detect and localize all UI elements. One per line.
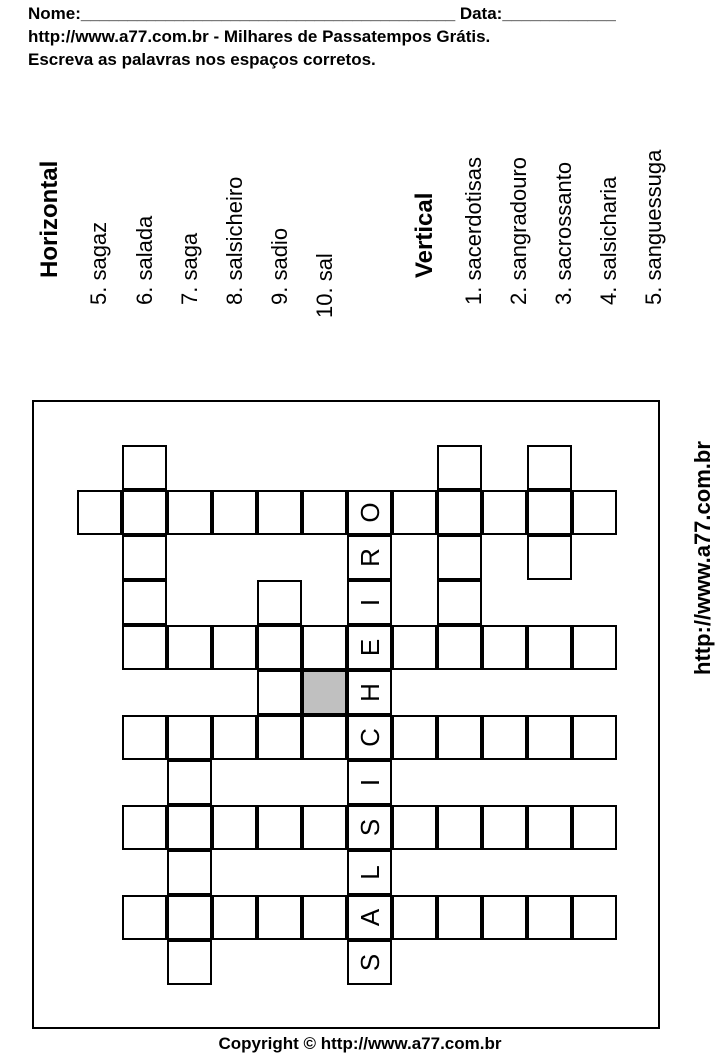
- crossword-cell[interactable]: [122, 535, 167, 580]
- crossword-cell[interactable]: [437, 715, 482, 760]
- date-label: Data:: [459, 4, 503, 23]
- crossword-cell[interactable]: [302, 805, 347, 850]
- cell-letter: E: [354, 638, 385, 657]
- vertical-clue: 5. sanguessuga: [641, 149, 666, 305]
- horizontal-clue: 5. sagaz: [86, 221, 111, 305]
- crossword-cell[interactable]: [77, 490, 122, 535]
- crossword-cell[interactable]: [347, 670, 392, 715]
- crossword-cell[interactable]: [482, 715, 527, 760]
- crossword-cell[interactable]: [212, 625, 257, 670]
- cell-letter: C: [354, 728, 385, 747]
- crossword-cell[interactable]: [347, 805, 392, 850]
- crossword-cell[interactable]: [482, 625, 527, 670]
- crossword-cell[interactable]: [257, 670, 302, 715]
- crossword-cell[interactable]: [347, 850, 392, 895]
- crossword-cell[interactable]: [122, 895, 167, 940]
- crossword-cell[interactable]: [347, 715, 392, 760]
- crossword-cell[interactable]: [347, 580, 392, 625]
- crossword-cell[interactable]: [437, 535, 482, 580]
- name-field[interactable]: ________________________________________: [80, 4, 456, 23]
- crossword-cell[interactable]: [212, 715, 257, 760]
- cell-letter: H: [354, 683, 385, 702]
- crossword-cell[interactable]: [572, 715, 617, 760]
- crossword-cell[interactable]: [302, 895, 347, 940]
- vertical-clue: 3. sacrossanto: [551, 161, 576, 305]
- crossword-cell[interactable]: [347, 940, 392, 985]
- copyright: Copyright © http://www.a77.com.br: [218, 1034, 502, 1053]
- crossword-cell[interactable]: [167, 490, 212, 535]
- crossword-cell[interactable]: [437, 625, 482, 670]
- crossword-cell[interactable]: [572, 805, 617, 850]
- horizontal-clue: 9. sadio: [267, 227, 292, 305]
- crossword-cell[interactable]: [212, 895, 257, 940]
- vertical-clue: 2. sangradouro: [506, 157, 531, 305]
- crossword-cell[interactable]: [392, 625, 437, 670]
- horizontal-clue: 10. sal: [312, 253, 337, 318]
- crossword-cell[interactable]: [122, 715, 167, 760]
- date-field[interactable]: ____________: [502, 4, 616, 23]
- crossword-cell[interactable]: [572, 625, 617, 670]
- crossword-cell[interactable]: [347, 760, 392, 805]
- crossword-cell[interactable]: [347, 625, 392, 670]
- site-line: http://www.a77.com.br - Milhares de Passatempos Grátis.: [28, 27, 491, 46]
- crossword-cell[interactable]: [167, 850, 212, 895]
- crossword-cell[interactable]: [482, 895, 527, 940]
- crossword-cell[interactable]: [122, 445, 167, 490]
- crossword-cell[interactable]: [437, 580, 482, 625]
- cell-letter: S: [354, 818, 385, 837]
- crossword-cell[interactable]: [257, 580, 302, 625]
- horizontal-clue: 6. salada: [132, 215, 157, 305]
- crossword-cell[interactable]: [572, 895, 617, 940]
- horizontal-title: Horizontal: [36, 160, 63, 278]
- cell-letter: O: [354, 502, 385, 523]
- crossword-cell[interactable]: [167, 940, 212, 985]
- horizontal-clue: 7. saga: [177, 232, 202, 305]
- crossword-cell[interactable]: [212, 805, 257, 850]
- crossword-cell[interactable]: [527, 625, 572, 670]
- cell-letter: I: [354, 598, 385, 607]
- crossword-cell[interactable]: [122, 805, 167, 850]
- cell-letter: L: [354, 865, 385, 880]
- crossword-cell[interactable]: [167, 715, 212, 760]
- crossword-cell[interactable]: [392, 895, 437, 940]
- cell-letter: S: [354, 953, 385, 972]
- crossword-blank-cell: [302, 670, 347, 715]
- crossword-cell[interactable]: [437, 490, 482, 535]
- cell-letter: R: [354, 548, 385, 567]
- crossword-cell[interactable]: [482, 805, 527, 850]
- side-url: http://www.a77.com.br: [690, 441, 715, 675]
- crossword-cell[interactable]: [527, 805, 572, 850]
- crossword-cell[interactable]: [437, 895, 482, 940]
- crossword-cell[interactable]: [527, 535, 572, 580]
- crossword-cell[interactable]: [167, 625, 212, 670]
- crossword-cell[interactable]: [212, 490, 257, 535]
- crossword-cell[interactable]: [527, 715, 572, 760]
- crossword-cell[interactable]: [527, 895, 572, 940]
- crossword-cell[interactable]: [347, 490, 392, 535]
- crossword-cell[interactable]: [257, 805, 302, 850]
- crossword-cell[interactable]: [257, 715, 302, 760]
- crossword-cell[interactable]: [527, 445, 572, 490]
- crossword-cell[interactable]: [437, 445, 482, 490]
- crossword-cell[interactable]: [302, 625, 347, 670]
- cell-letter: I: [354, 778, 385, 787]
- crossword-cell[interactable]: [122, 625, 167, 670]
- crossword-cell[interactable]: [257, 625, 302, 670]
- crossword-cell[interactable]: [437, 805, 482, 850]
- crossword-cell[interactable]: [257, 895, 302, 940]
- crossword-cell[interactable]: [392, 805, 437, 850]
- instructions: Escreva as palavras nos espaços corretos.: [28, 50, 376, 69]
- crossword-cell[interactable]: [302, 715, 347, 760]
- crossword-cell[interactable]: [392, 490, 437, 535]
- horizontal-clue: 8. salsicheiro: [222, 176, 247, 305]
- cell-letter: A: [354, 908, 385, 927]
- vertical-clue: 4. salsicharia: [596, 176, 621, 305]
- crossword-cell[interactable]: [257, 490, 302, 535]
- name-date-line: [28, 4, 616, 24]
- vertical-title: Vertical: [411, 192, 438, 278]
- crossword-cell[interactable]: [482, 490, 527, 535]
- crossword-cell[interactable]: [347, 895, 392, 940]
- vertical-clue: 1. sacerdotisas: [461, 157, 486, 305]
- crossword-cell[interactable]: [167, 805, 212, 850]
- crossword-cell[interactable]: [572, 490, 617, 535]
- crossword-cell[interactable]: [167, 895, 212, 940]
- crossword-cell[interactable]: [392, 715, 437, 760]
- crossword-cell[interactable]: [122, 490, 167, 535]
- crossword-cell[interactable]: [302, 490, 347, 535]
- crossword-cell[interactable]: [347, 535, 392, 580]
- crossword-cell[interactable]: [122, 580, 167, 625]
- name-label: Nome:: [28, 4, 81, 23]
- crossword-cell[interactable]: [527, 490, 572, 535]
- crossword-cell[interactable]: [167, 760, 212, 805]
